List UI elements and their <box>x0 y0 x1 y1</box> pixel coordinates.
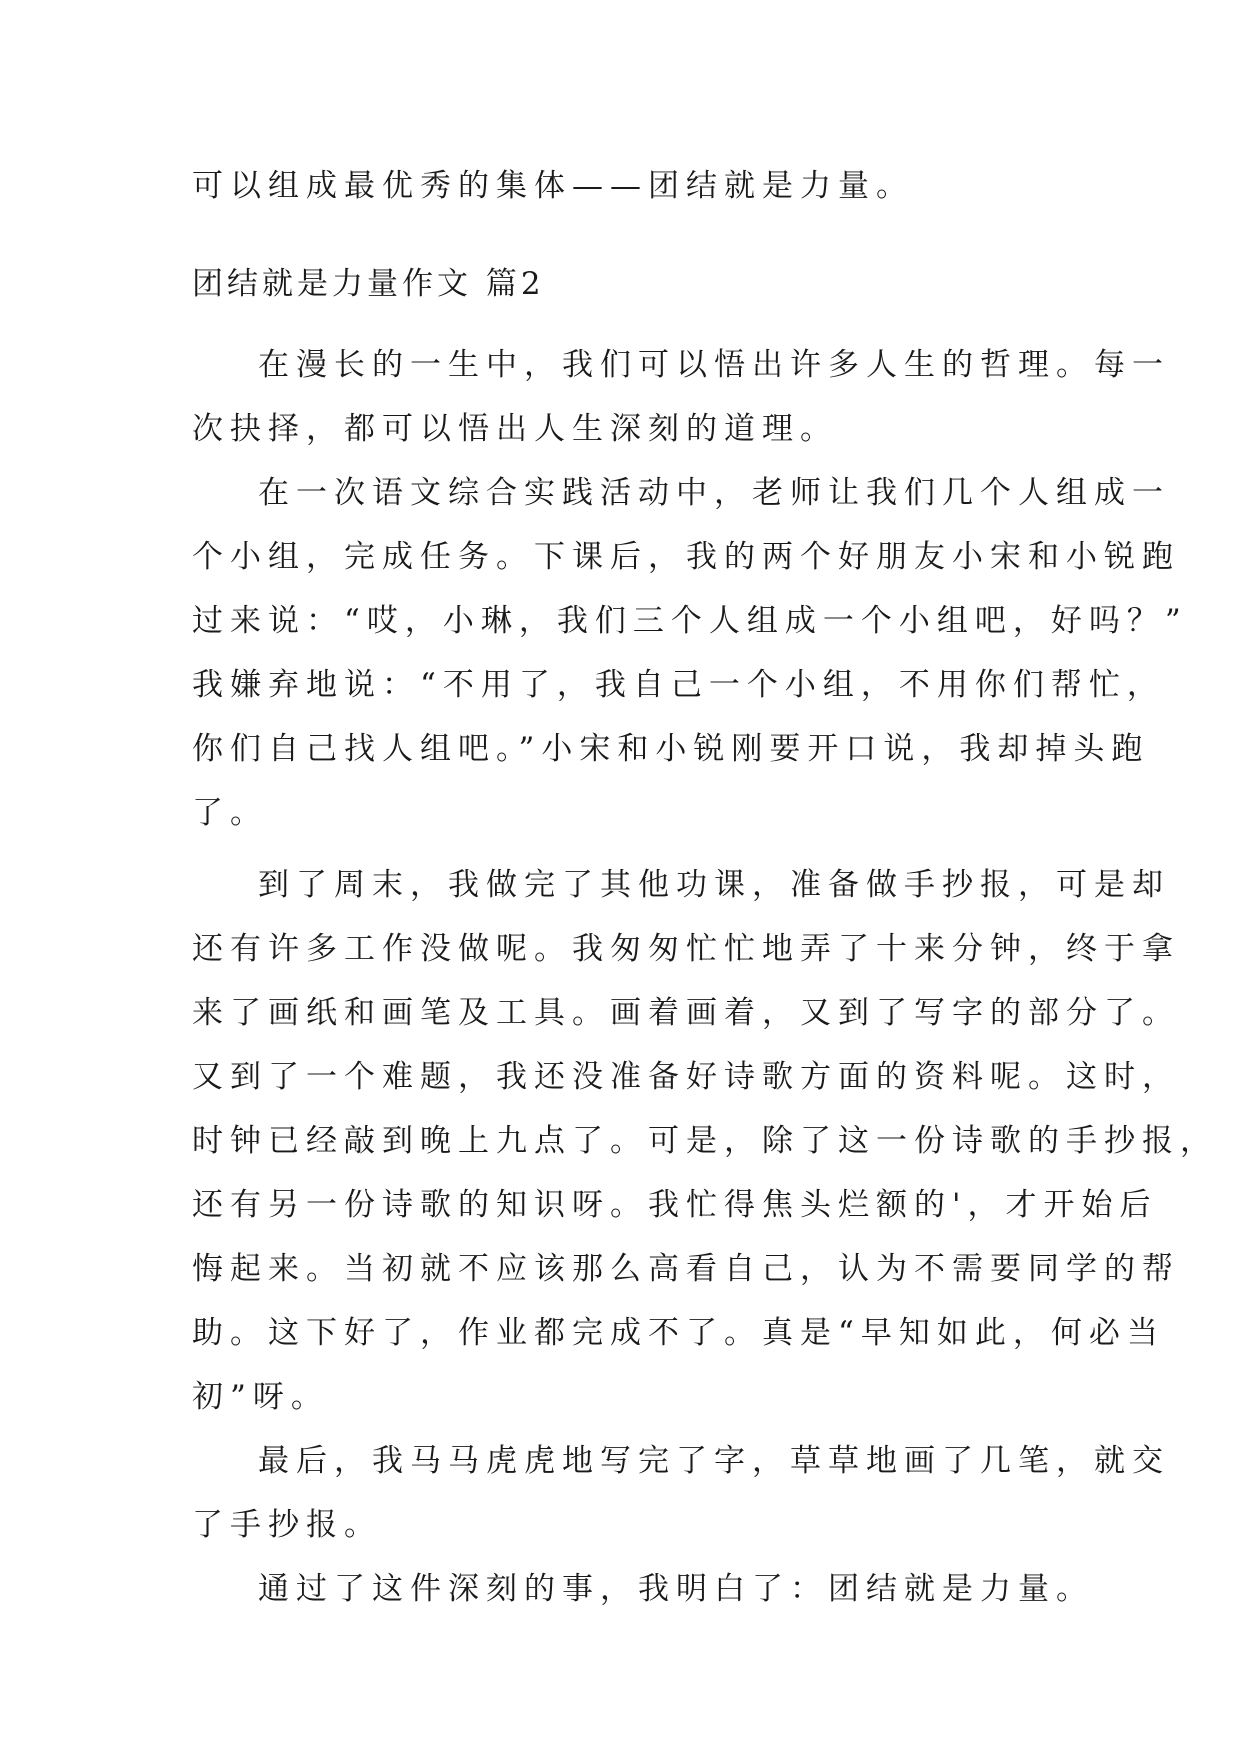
text-line: 可以组成最优秀的集体——团结就是力量。 <box>192 168 914 204</box>
text-line: 在漫长的一生中，我们可以悟出许多人生的哲理。每一 <box>258 347 1170 383</box>
essay-body <box>192 333 1218 1621</box>
text-line: 时钟已经敲到晚上九点了。可是，除了这一份诗歌的手抄报， <box>192 1123 1218 1159</box>
paragraph-spacer <box>192 845 1052 853</box>
text-line: 来了画纸和画笔及工具。画着画着，又到了写字的部分了。 <box>192 995 1180 1031</box>
text-line: 初”呀。 <box>192 1379 329 1415</box>
text-line: 助。这下好了，作业都完成不了。真是“早知如此，何必当 <box>192 1315 1165 1351</box>
paragraph <box>192 1557 1094 1621</box>
paragraph <box>192 461 1188 845</box>
text-line: 又到了一个难题，我还没准备好诗歌方面的资料呢。这时， <box>192 1059 1180 1095</box>
carry-over-line <box>192 154 1052 218</box>
section-heading <box>192 252 1052 316</box>
text-line: 过来说：“哎，小琳，我们三个人组成一个小组吧，好吗？” <box>192 603 1188 639</box>
text-line: 在一次语文综合实践活动中，老师让我们几个人组成一 <box>258 475 1170 511</box>
text-line: 个小组，完成任务。下课后，我的两个好朋友小宋和小锐跑 <box>192 539 1180 575</box>
paragraph <box>192 853 1218 1429</box>
text-line: 还有另一份诗歌的知识呀。我忙得焦头烂额的'，才开始后 <box>192 1187 1158 1223</box>
text-line: 通过了这件深刻的事，我明白了：团结就是力量。 <box>258 1571 1094 1607</box>
paragraph <box>192 1429 1170 1557</box>
text-line: 悔起来。当初就不应该那么高看自己，认为不需要同学的帮 <box>192 1251 1180 1287</box>
text-line: 了手抄报。 <box>192 1507 382 1543</box>
paragraph <box>192 333 1170 461</box>
text-line: 你们自己找人组吧。”小宋和小锐刚要开口说，我却掉头跑 <box>192 731 1150 767</box>
text-line: 最后，我马马虎虎地写完了字，草草地画了几笔，就交 <box>258 1443 1170 1479</box>
heading-text: 团结就是力量作文 篇2 <box>192 266 545 302</box>
text-line: 还有许多工作没做呢。我匆匆忙忙地弄了十来分钟，终于拿 <box>192 931 1180 967</box>
text-line: 了。 <box>192 795 268 831</box>
text-line: 我嫌弃地说：“不用了，我自己一个小组，不用你们帮忙， <box>192 667 1165 703</box>
text-line: 到了周末，我做完了其他功课，准备做手抄报，可是却 <box>258 867 1170 903</box>
text-line: 次抉择，都可以悟出人生深刻的道理。 <box>192 411 838 447</box>
